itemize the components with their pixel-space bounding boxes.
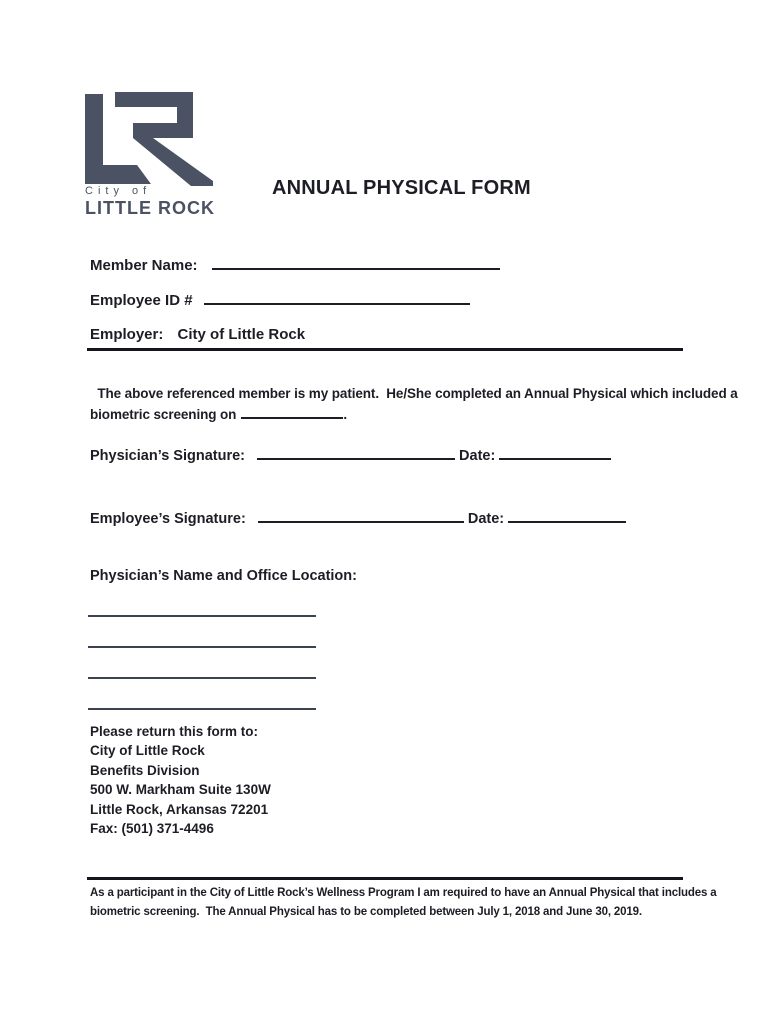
physician-date-label: Date: [459, 448, 496, 464]
patient-statement-text: The above referenced member is my patient. He/She completed an Annual Physical which included a biometric screening on [90, 386, 742, 422]
return-address-block [90, 722, 271, 838]
lr-monogram-icon [85, 92, 213, 186]
section-divider [87, 348, 683, 351]
employee-date-label: Date: [467, 511, 505, 527]
physician-location-label: Physician’s Name and Office Location: [90, 568, 357, 584]
employee-signature-label: Employee’s Signature: [90, 511, 246, 527]
employee-signature-input-line[interactable] [258, 510, 464, 523]
employee-id-input-line[interactable] [204, 292, 470, 305]
employee-date-input-line[interactable] [508, 510, 626, 523]
member-name-input-line[interactable] [212, 257, 500, 270]
return-instructions-heading: Please return this form to: [90, 724, 259, 739]
logo-city-of-text: City of [85, 185, 152, 197]
screening-date-input-line[interactable] [241, 408, 343, 419]
employee-id-label: Employee ID # [90, 292, 193, 309]
footer-divider [87, 877, 683, 880]
employee-signature-row [90, 510, 626, 527]
return-address-line: Benefits Division [90, 762, 200, 778]
physician-signature-row [90, 447, 611, 464]
return-address-line: City of Little Rock [90, 743, 205, 759]
physician-signature-label: Physician’s Signature: [90, 448, 245, 464]
physician-date-input-line[interactable] [499, 447, 611, 460]
wellness-program-note: As a participant in the City of Little Rock’s Wellness Program I am required to have an Annual Physical that includes a biometric screening. The Annual Physical has to be completed between July 1, 2018 and June 30, 2019. [90, 887, 720, 918]
return-address-line: Little Rock, Arkansas 72201 [90, 801, 269, 817]
patient-statement [90, 362, 752, 425]
city-of-little-rock-logo [85, 92, 235, 219]
physician-location-line-2[interactable] [88, 646, 316, 648]
employee-id-row [90, 292, 470, 309]
member-name-label: Member Name: [90, 257, 198, 274]
employer-row [90, 326, 305, 343]
logo-little-rock-text: LITTLE ROCK [85, 198, 215, 218]
employer-label: Employer: [90, 326, 164, 343]
physician-location-line-4[interactable] [88, 708, 316, 710]
employer-value: City of Little Rock [177, 326, 306, 343]
return-address-line: 500 W. Markham Suite 130W [90, 782, 271, 798]
physician-location-line-3[interactable] [88, 677, 316, 679]
return-address-line: Fax: (501) 371-4496 [90, 821, 214, 837]
physician-signature-input-line[interactable] [257, 447, 455, 460]
member-name-row [90, 257, 500, 274]
page-title: ANNUAL PHYSICAL FORM [272, 177, 531, 199]
patient-statement-period: . [343, 407, 347, 422]
physician-location-line-1[interactable] [88, 615, 316, 617]
